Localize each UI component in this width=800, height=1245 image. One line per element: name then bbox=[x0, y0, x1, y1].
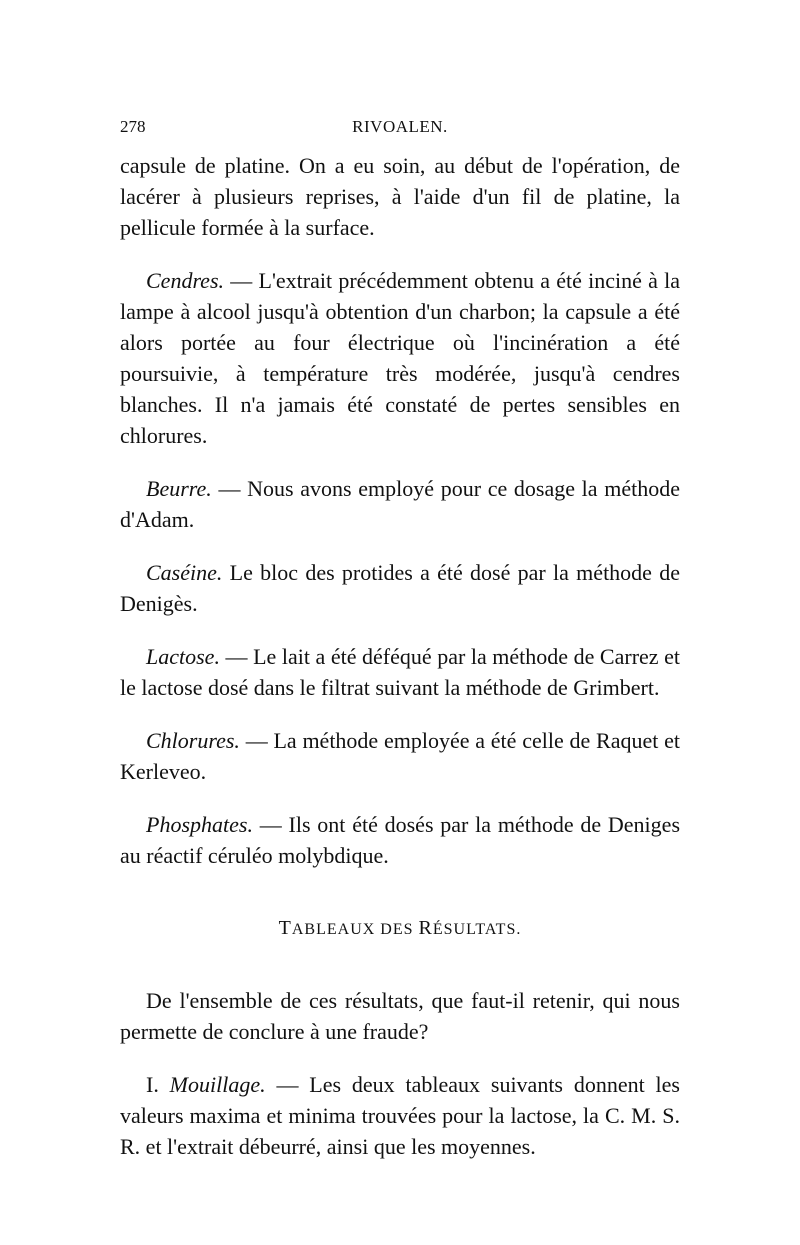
term-lactose: Lactose. bbox=[146, 644, 220, 669]
term-beurre: Beurre. bbox=[146, 476, 212, 501]
paragraph-mouillage bbox=[120, 1069, 680, 1162]
page-number: 278 bbox=[120, 117, 146, 136]
term-chlorures: Chlorures. bbox=[146, 728, 240, 753]
text-chlorures: — La méthode employée a été celle de Raquet et Kerleveo. bbox=[120, 728, 680, 784]
paragraph-beurre bbox=[120, 473, 680, 535]
term-caseine: Caséine. bbox=[146, 560, 223, 585]
term-mouillage: Mouillage. bbox=[169, 1072, 266, 1097]
paragraph-question: De l'ensemble de ces résultats, que faut-il retenir, qui nous permette de conclure à une fraude? bbox=[120, 988, 680, 1044]
mouillage-number: I. bbox=[146, 1072, 170, 1097]
paragraph-chlorures bbox=[120, 725, 680, 787]
section-heading-cap-1: T bbox=[278, 917, 292, 939]
text-caseine: Le bloc des protides a été dosé par la méthode de Denigès. bbox=[120, 560, 680, 616]
section-heading-part-1: ABLEAUX DES bbox=[291, 921, 419, 938]
text-cendres: — L'extrait précédemment obtenu a été inciné à la lampe à alcool jusqu'à obtention d'un charbon; la capsule a été alors portée au four électrique où l'incinération a été poursuivie, à température très modérée, jusqu'à cendres blanches. Il n'a jamais été constaté de pertes sensibles en chlorures. bbox=[120, 268, 680, 448]
page-header bbox=[120, 117, 680, 141]
section-heading bbox=[120, 913, 680, 945]
body-text bbox=[120, 150, 680, 1162]
paragraph-lactose bbox=[120, 641, 680, 703]
paragraph-continuation: capsule de platine. On a eu soin, au début de l'opération, de lacérer à plusieurs reprises, à l'aide d'un fil de platine, la pellicule formée à la surface. bbox=[120, 153, 680, 240]
text-lactose: — Le lait a été déféqué par la méthode de Carrez et le lactose dosé dans le filtrat suivant la méthode de Grimbert. bbox=[120, 644, 680, 700]
text-mouillage: — Les deux tableaux suivants donnent les valeurs maxima et minima trouvées pour la lactose, la C. M. S. R. et l'extrait débeurré, ainsi que les moyennes. bbox=[120, 1072, 680, 1159]
paragraph-phosphates bbox=[120, 809, 680, 871]
text-phosphates: — Ils ont été dosés par la méthode de Deniges au réactif céruléo molybdique. bbox=[120, 812, 680, 868]
term-cendres: Cendres. bbox=[146, 268, 225, 293]
paragraph-cendres bbox=[120, 265, 680, 451]
text-beurre: — Nous avons employé pour ce dosage la méthode d'Adam. bbox=[120, 476, 680, 532]
section-heading-cap-2: R bbox=[418, 917, 433, 939]
running-title: RIVOALEN. bbox=[352, 117, 448, 136]
paragraph-caseine bbox=[120, 557, 680, 619]
term-phosphates: Phosphates. bbox=[146, 812, 253, 837]
section-heading-part-2: ÉSULTATS. bbox=[432, 921, 522, 938]
